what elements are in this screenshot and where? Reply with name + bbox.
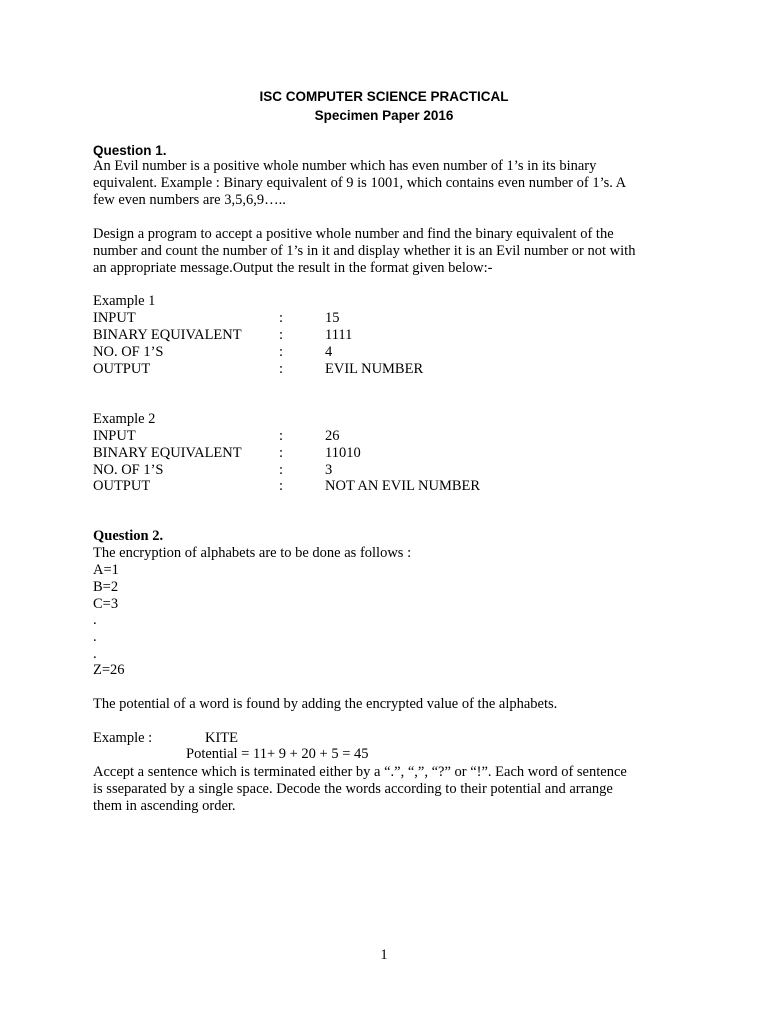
q1-paragraph-line: An Evil number is a positive whole number which has even number of 1’s in its binary <box>93 158 597 174</box>
encryption-mapping-line: . <box>93 629 97 645</box>
question-2-heading: Question 2. <box>93 528 164 544</box>
example-row-label: NO. OF 1’S <box>93 344 164 360</box>
example-2-title: Example 2 <box>93 411 156 427</box>
example-1-title: Example 1 <box>93 293 156 309</box>
encryption-mapping-line: . <box>93 646 97 662</box>
example-calculation: Potential = 11+ 9 + 20 + 5 = 45 <box>186 746 369 762</box>
example-row-separator: : <box>279 310 284 326</box>
q2-paragraph-line: them in ascending order. <box>93 798 236 814</box>
q2-paragraph-line: is sseparated by a single space. Decode the words according to their potential and arrange <box>93 781 613 797</box>
example-row-value: 4 <box>325 344 333 360</box>
encryption-mapping-line: . <box>93 612 97 628</box>
example-row-value: 1111 <box>325 327 353 343</box>
page-subtitle: Specimen Paper 2016 <box>314 108 454 123</box>
example-row-value: 15 <box>325 310 340 326</box>
q1-paragraph-line: an appropriate message.Output the result in the format given below:- <box>93 260 493 276</box>
q1-paragraph-line: Design a program to accept a positive whole number and find the binary equivalent of the <box>93 226 614 242</box>
encryption-mapping-line: B=2 <box>93 579 119 595</box>
example-row-separator: : <box>279 327 284 343</box>
example-row-value: EVIL NUMBER <box>325 361 424 377</box>
question-1-heading: Question 1. <box>93 143 167 158</box>
example-row-value: 26 <box>325 428 340 444</box>
example-row-separator: : <box>279 428 284 444</box>
example-label: Example : <box>93 730 153 746</box>
q1-paragraph-line: few even numbers are 3,5,6,9….. <box>93 192 286 208</box>
example-row-label: OUTPUT <box>93 478 151 494</box>
example-row-label: INPUT <box>93 428 136 444</box>
page-number: 1 <box>380 947 388 963</box>
page-title: ISC COMPUTER SCIENCE PRACTICAL <box>259 89 509 104</box>
example-row-label: INPUT <box>93 310 136 326</box>
example-row-value: NOT AN EVIL NUMBER <box>325 478 481 494</box>
example-row-separator: : <box>279 462 284 478</box>
q1-paragraph-line: equivalent. Example : Binary equivalent of 9 is 1001, which contains even number of 1’s. A <box>93 175 627 191</box>
q1-paragraph-line: number and count the number of 1’s in it and display whether it is an Evil number or not with <box>93 243 636 259</box>
example-row-label: NO. OF 1’S <box>93 462 164 478</box>
encryption-mapping-line: Z=26 <box>93 662 125 678</box>
example-row-value: 3 <box>325 462 333 478</box>
example-row-separator: : <box>279 478 284 494</box>
q2-intro: The encryption of alphabets are to be done as follows : <box>93 545 412 561</box>
example-row-label: BINARY EQUIVALENT <box>93 445 242 461</box>
potential-note: The potential of a word is found by adding the encrypted value of the alphabets. <box>93 696 558 712</box>
example-row-separator: : <box>279 361 284 377</box>
example-row-label: BINARY EQUIVALENT <box>93 327 242 343</box>
example-row-separator: : <box>279 445 284 461</box>
example-word: KITE <box>205 730 239 746</box>
encryption-mapping-line: A=1 <box>93 562 119 578</box>
encryption-mapping-line: C=3 <box>93 596 119 612</box>
example-row-value: 11010 <box>325 445 361 461</box>
q2-paragraph-line: Accept a sentence which is terminated either by a “.”, “,”, “?” or “!”. Each word of sentence <box>93 764 627 780</box>
example-row-label: OUTPUT <box>93 361 151 377</box>
example-row-separator: : <box>279 344 284 360</box>
